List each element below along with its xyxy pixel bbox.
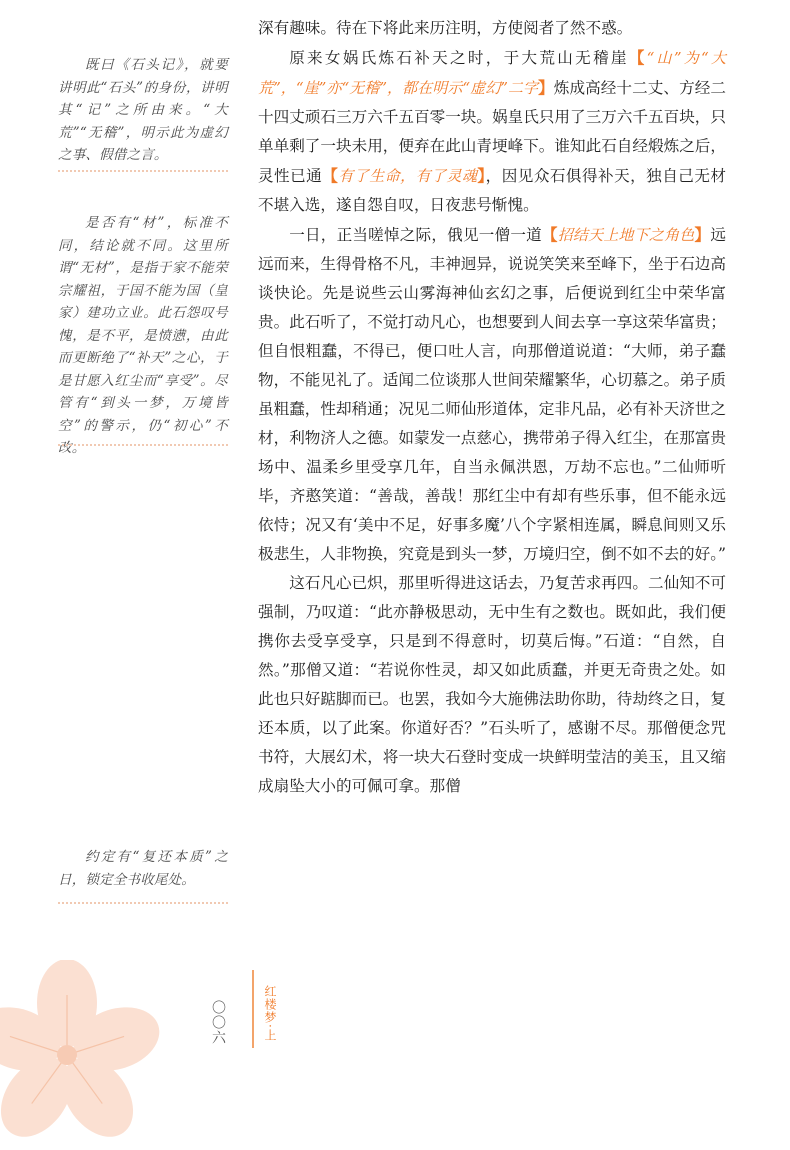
- bracket-open: 【: [322, 166, 339, 185]
- blossom-decoration: [0, 960, 162, 1150]
- bracket-close: 】: [538, 78, 554, 97]
- page-number: 〇〇六: [210, 1000, 226, 1045]
- bracket-close: 】: [694, 225, 711, 244]
- text-run: 炼成高经十二丈、方经二十四丈顽石三万六千五百零一块。娲皇氏只用了三万六千五百块，只单单剩了一块未用，便弃在此山青埂峰下。谁知此石自经煅炼之后，灵性已通: [258, 79, 726, 185]
- paragraph: 深有趣味。待在下将此来历注明，方使阅者了然不惑。: [258, 19, 633, 37]
- bracket-open: 【: [541, 225, 558, 244]
- text-run: 一日，正当嗟悼之际，俄见一僧一道: [289, 226, 542, 244]
- margin-note-3: [58, 846, 228, 891]
- bracket-close: 】: [477, 166, 486, 185]
- inline-annotation: 招结天上地下之角色: [557, 226, 695, 244]
- margin-note-text: 是否有“材”，标准不同，结论就不同。这里所谓“无材”，是指于家不能荣宗耀祖，于国不能为国（皇家）建功立业。此石怨叹号愧，是不平，是愤懑，由此而更断绝了“补天”之心，于是甘愿入红尘而“享受”。尽管有“到头一梦，万境皆空”的警示，仍“初心”不改。: [58, 215, 228, 456]
- paragraph: [258, 43, 726, 220]
- paragraph: [258, 220, 726, 569]
- note-divider: [58, 444, 228, 446]
- text-run: ，因见众石俱得补天，独自己无材不堪入选，遂自怨自叹，日夜悲号惭愧。: [258, 167, 726, 214]
- note-divider: [58, 902, 228, 904]
- paragraph: 这石凡心已炽，那里听得进这话去，乃复苦求再四。二仙知不可强制，乃叹道：“此亦静极思动，无中生有之数也。既如此，我们便携你去受享受享，只是到不得意时，切莫后悔。”石道：“自然，自然。”那僧又道：“若说你性灵，却又如此质蠢，并更无奇贵之处。如此也只好踮脚而已。也罢，我如今大施佛法助你助，待劫终之日，复还本质，以了此案。你道好否？”石头听了，感谢不尽。那僧便念咒书符，大展幻术，将一块大石登时变成一块鲜明莹洁的美玉，且又缩成扇坠大小的可佩可拿。那僧: [258, 574, 726, 795]
- margin-note-text: 约定有“复还本质”之日，锁定全书收尾处。: [58, 849, 228, 888]
- text-run: 原来女娲氏炼石补天之时，于大荒山无稽崖: [289, 49, 629, 67]
- running-head: 红楼梦·上: [263, 985, 277, 1042]
- main-text: [258, 14, 726, 801]
- inline-annotation: 有了生命，有了灵魂: [338, 167, 478, 185]
- text-run: 远远而来，生得骨格不凡，丰神迥异，说说笑笑来至峰下，坐于石边高谈快论。先是说些云山雾海神仙玄幻之事，后便说到红尘中荣华富贵。此石听了，不觉打动凡心，也想要到人间去享一享这荣华富贵；但自恨粗蠢，不得已，便口吐人言，向那僧道说道：“大师，弟子蠢物，不能见礼了。适闻二位谈那人世间荣耀繁华，心切慕之。弟子质虽粗蠢，性却稍通；况见二师仙形道体，定非凡品，必有补天济世之材，利物济人之德。如蒙发一点慈心，携带弟子得入红尘，在那富贵场中、温柔乡里受享几年，自当永佩洪恩，万劫不忘也。”二仙师听毕，齐憨笑道：“善哉，善哉！那红尘中有却有些乐事，但不能永远依恃；况又有‘美中不足，好事多魔’八个字紧相连属，瞬息间则又乐极悲生，人非物换，究竟是到头一梦，万境归空，倒不如不去的好。”: [258, 226, 726, 563]
- footer-rule: [252, 970, 254, 1048]
- margin-note-text: 既曰《石头记》，就要讲明此“石头”的身份，讲明其“记”之所由来。“大荒”“无稽”，明示此为虚幻之事、假借之言。: [58, 57, 228, 163]
- margin-note-2: [58, 212, 228, 460]
- inline-annotation: “山”为“大荒”，“崖”亦“无稽”，都在明示“虚幻”二字: [258, 49, 726, 97]
- margin-note-1: [58, 54, 228, 167]
- bracket-open: 【: [628, 48, 647, 67]
- note-divider: [58, 170, 228, 172]
